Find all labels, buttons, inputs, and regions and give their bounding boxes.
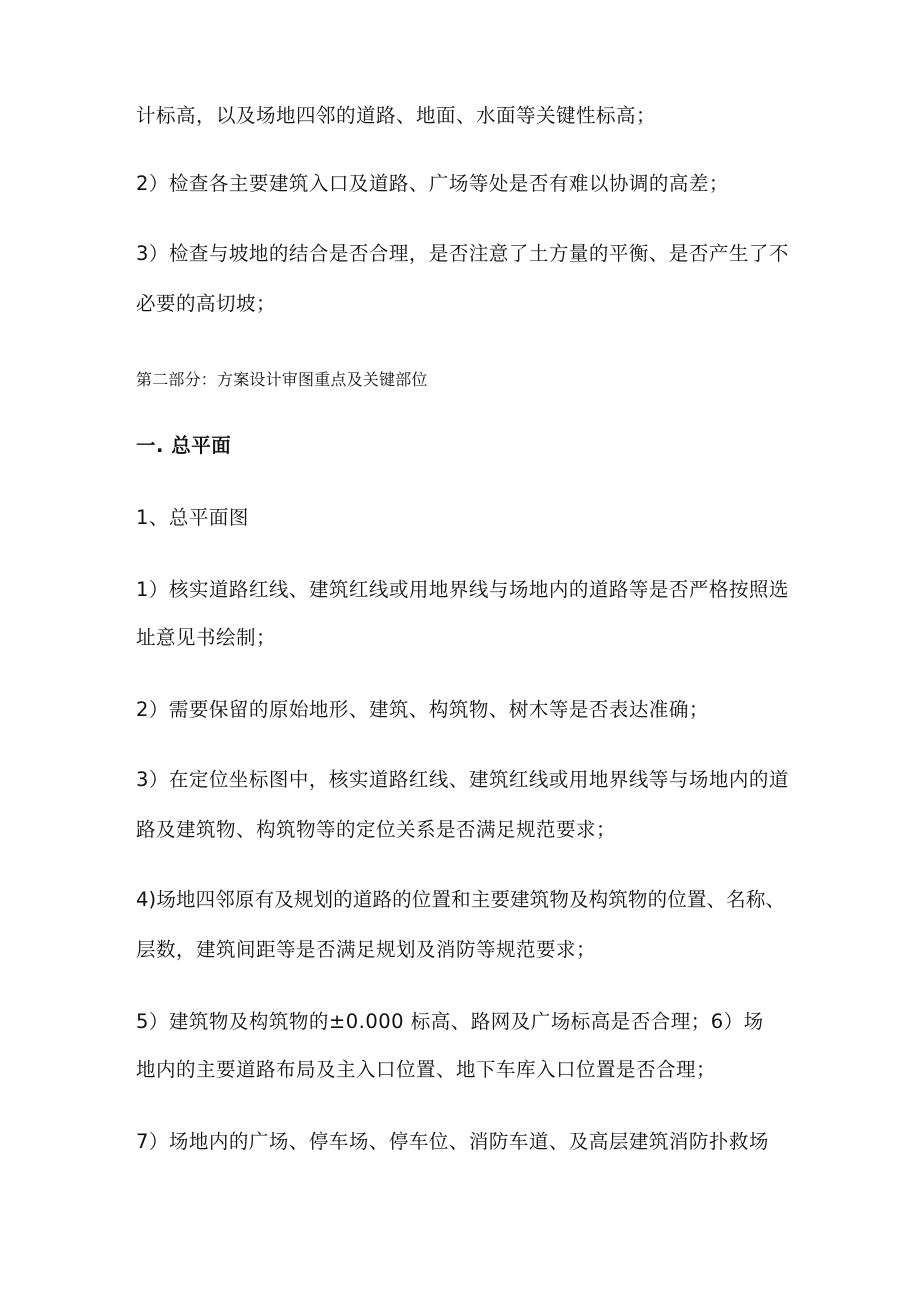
- text-line: 2）检查各主要建筑入口及道路、广场等处是否有难以协调的高差；: [136, 172, 729, 195]
- text-line: 3）在定位坐标图中，核实道路红线、建筑红线或用地界线等与场地内的道: [136, 768, 789, 791]
- text-line: 必要的高切坡；: [136, 292, 277, 315]
- heading: 一. 总平面: [136, 434, 232, 457]
- subheading: 1、总平面图: [136, 506, 249, 529]
- text-line: 5）建筑物及构筑物的±0.000 标高、路网及广场标高是否合理；6）场: [136, 1010, 764, 1033]
- text-line: 址意见书绘制；: [136, 626, 277, 649]
- text-line: 3）检查与坡地的结合是否合理，是否注意了土方量的平衡、是否产生了不: [136, 242, 789, 265]
- text-line: 层数，建筑间距等是否满足规划及消防等规范要求；: [136, 938, 597, 961]
- text-line: 路及建筑物、构筑物等的定位关系是否满足规范要求；: [136, 818, 617, 841]
- text-line: 2）需要保留的原始地形、建筑、构筑物、树木等是否表达准确；: [136, 698, 709, 721]
- text-line: 4)场地四邻原有及规划的道路的位置和主要建筑物及构筑物的位置、名称、: [136, 888, 786, 911]
- text-line: 地内的主要道路布局及主入口位置、地下车库入口位置是否合理；: [136, 1058, 717, 1081]
- text-line: 1）核实道路红线、建筑红线或用地界线与场地内的道路等是否严格按照选: [136, 578, 789, 601]
- text-line: 计标高，以及场地四邻的道路、地面、水面等关键性标高；: [136, 104, 657, 127]
- text-line: 7）场地内的广场、停车场、停车位、消防车道、及高层建筑消防扑救场: [136, 1130, 769, 1153]
- section-title: 第二部分：方案设计审图重点及关键部位: [136, 370, 428, 389]
